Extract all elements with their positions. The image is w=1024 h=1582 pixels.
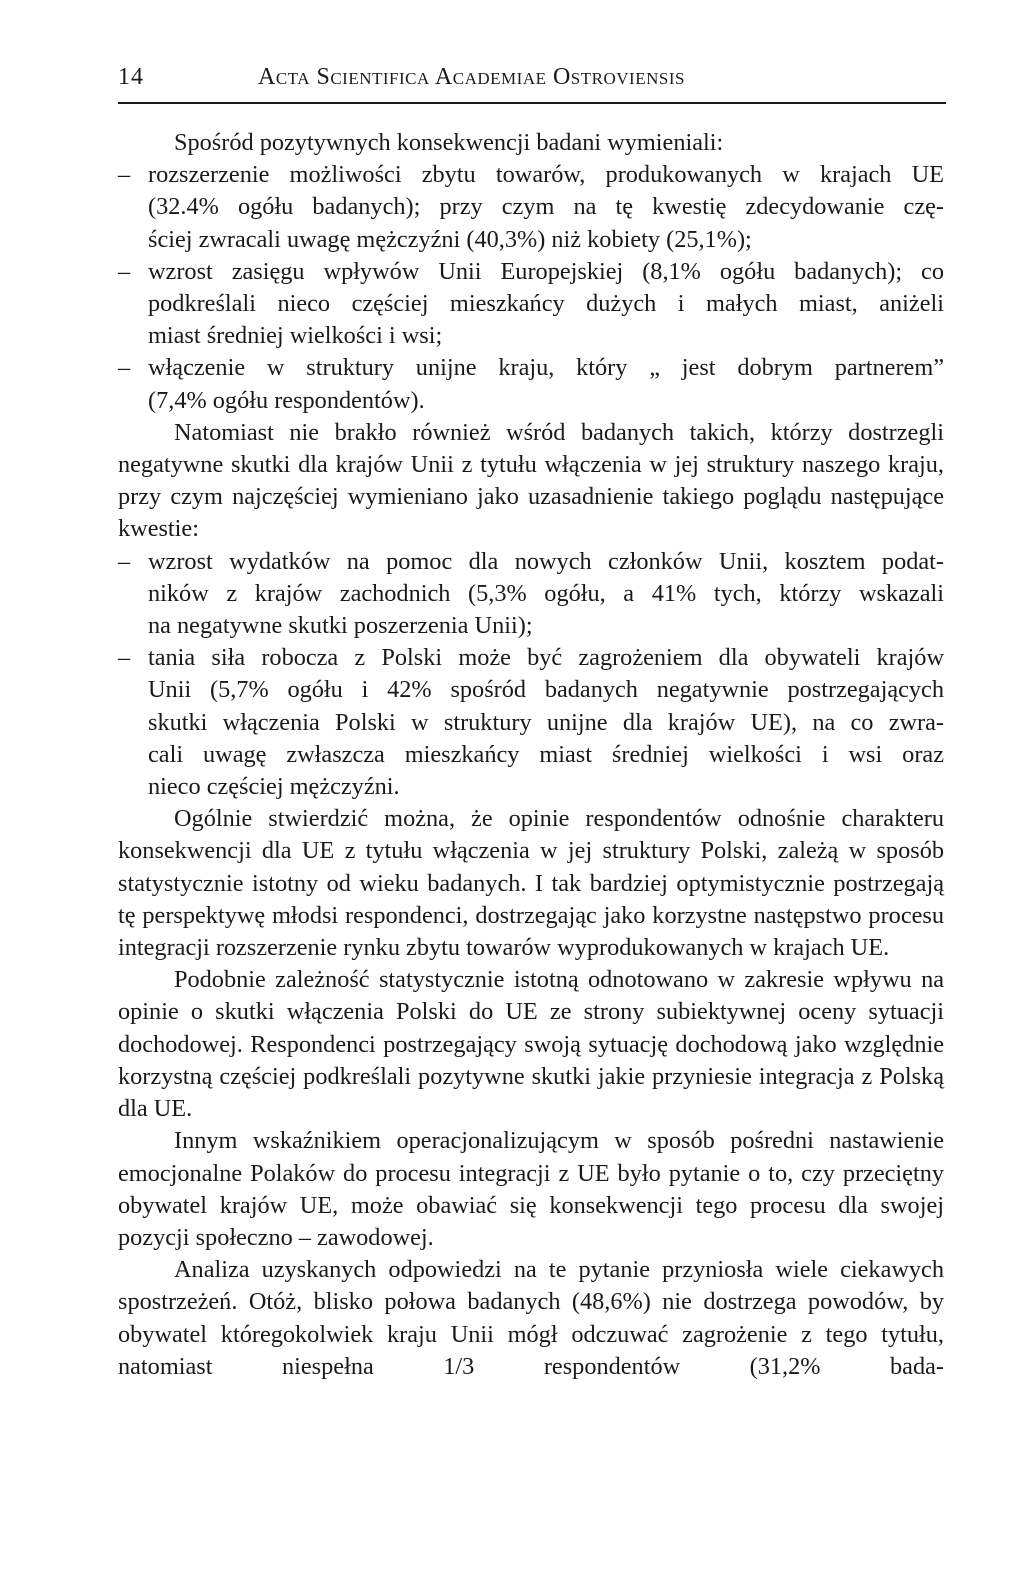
list-item-positive [118,159,944,256]
list-item-line: wzrost wydatków na pomoc dla nowych członków Unii, kosztem podat- [148,547,944,575]
list-item-line: (7,4% ogółu respondentów). [148,386,425,414]
list-item-line: ników z krajów zachodnich (5,3% ogółu, a 41% tych, którzy wskazali [148,579,944,607]
list-item-line: rozszerzenie możliwości zbytu towarów, produkowanych w krajach UE [148,161,944,189]
list-item-positive [118,352,944,416]
list-item-line: skutki włączenia Polski w struktury unijne dla krajów UE), na co zwra- [148,708,944,736]
list-item-negative [118,546,944,643]
paragraph: Podobnie zależność statystycznie istotną odnotowano w zakresie wpływu na opinie o skutki włączenia Polski do UE ze strony subiektywnej oceny sytuacji dochodowej. Respondenci postrzegający swoją sytuację dochodową jako względnie korzystną częściej podkreślali pozytywne skutki jakie przyniesie integracja z Polską dla UE. [118,966,944,1123]
list-dash: – [118,644,131,672]
list-item-line: miast średniej wielkości i wsi; [148,322,443,350]
negatives-intro: Natomiast nie brakło również wśród badanych takich, którzy dostrzegli negatywne skutki dla krajów Unii z tytułu włączenia w jej struktury naszego kraju, przy czym najczęściej wymieniano jako uzasadnienie takiego poglądu następujące kwestie: [118,418,944,543]
paragraph: Innym wskaźnikiem operacjonalizującym w sposób pośredni nastawienie emocjonalne Polaków do procesu integracji z UE było pytanie o to, czy przeciętny obywatel krajów UE, może obawiać się konsekwencji tego procesu dla swojej pozycji społeczno – zawodowej. [118,1127,944,1251]
list-item-line: (32.4% ogółu badanych); przy czym na tę kwestię zdecydowanie czę- [148,193,944,221]
list-item-line: Unii (5,7% ogółu i 42% spośród badanych negatywnie postrzegających [148,676,944,704]
paragraph: Analiza uzyskanych odpowiedzi na te pytanie przyniosła wiele ciekawych spostrzeżeń. Otóż, blisko połowa badanych (48,6%) nie dostrzega powodów, by obywatel któregokolwiek kraju Unii mógł odczuwać zagrożenie z tego tytułu, natomiast niespełna 1/3 respondentów (31,2% bada- [118,1256,944,1380]
journal-title: Acta Scientifica Academiae Ostroviensis [258,64,685,90]
article-body [118,127,944,1383]
positives-intro: Spośród pozytywnych konsekwencji badani wymieniali: [174,129,724,156]
list-item-line: na negatywne skutki poszerzenia Unii); [148,612,533,640]
list-dash: – [118,354,131,382]
list-item-line: wzrost zasięgu wpływów Unii Europejskiej (8,1% ogółu badanych); co [148,257,944,285]
list-item-positive [118,256,944,353]
list-item-line: nieco częściej mężczyźni. [148,773,400,801]
list-item-line: włączenie w struktury unijne kraju, który „ jest dobrym partnerem” [148,354,944,382]
list-item-line: cali uwagę zwłaszcza mieszkańcy miast średniej wielkości i wsi oraz [148,740,944,768]
paragraph: Ogólnie stwierdzić można, że opinie respondentów odnośnie charakteru konsekwencji dla UE z tytułu włączenia w jej struktury Polski, zależą w sposób statystycznie istotny od wieku badanych. I tak bardziej optymistycznie postrzegają tę perspektywę młodsi respondenci, dostrzegając jako korzystne następstwo procesu integracji rozszerzenie rynku zbytu towarów wyprodukowanych w krajach UE. [118,805,944,962]
list-item-line: ściej zwracali uwagę mężczyźni (40,3%) niż kobiety (25,1%); [148,225,752,253]
list-item-line: tania siła robocza z Polski może być zagrożeniem dla obywateli krajów [148,644,944,672]
list-dash: – [118,547,131,575]
list-dash: – [118,161,131,189]
list-item-negative [118,642,944,803]
page-number: 14 [118,64,144,90]
list-dash: – [118,257,131,285]
list-item-line: podkreślali nieco częściej mieszkańcy dużych i małych miast, aniżeli [148,290,944,318]
running-header [118,62,946,104]
